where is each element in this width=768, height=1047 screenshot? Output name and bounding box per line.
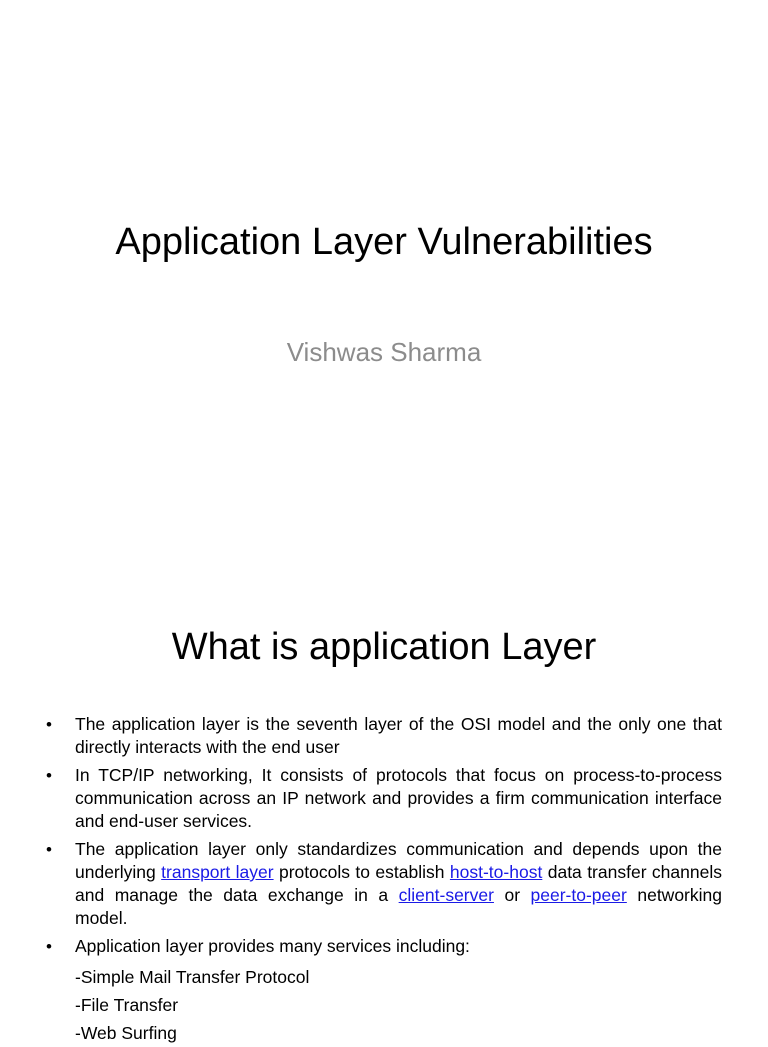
content-slide bbox=[0, 576, 768, 1043]
presentation-title: Application Layer Vulnerabilities bbox=[115, 221, 653, 263]
bullet-item bbox=[46, 935, 722, 958]
link-peer-to-peer[interactable]: peer-to-peer bbox=[530, 885, 627, 905]
text-run: networking model. bbox=[75, 885, 722, 928]
bullet-item bbox=[46, 838, 722, 930]
text-run: data transfer channels and manage the data exchange in a bbox=[75, 862, 722, 905]
service-item: -Simple Mail Transfer Protocol bbox=[75, 967, 310, 987]
bullet-item bbox=[46, 764, 722, 833]
bullet-text bbox=[75, 839, 722, 928]
bullet-marker: • bbox=[46, 840, 52, 859]
presentation-author: Vishwas Sharma bbox=[286, 337, 482, 367]
text-run: or bbox=[493, 885, 531, 905]
bullet-text: The application layer is the seventh layer of the OSI model and the only one that directly interacts with the end user bbox=[75, 714, 722, 757]
bullet-item bbox=[46, 713, 722, 759]
text-run: The application layer only standardizes communication and depends upon the underlying bbox=[75, 839, 722, 882]
link-host-to-host[interactable]: host-to-host bbox=[449, 862, 543, 882]
link-transport-layer[interactable]: transport layer bbox=[161, 862, 274, 882]
bullet-marker: • bbox=[46, 766, 52, 785]
text-run: protocols to establish bbox=[273, 862, 450, 882]
bullet-marker: • bbox=[46, 937, 52, 956]
bullet-list bbox=[46, 713, 722, 1047]
service-item: -Web Surfing bbox=[75, 1023, 177, 1043]
bullet-text: Application layer provides many services including: bbox=[75, 936, 470, 956]
bullet-text: In TCP/IP networking, It consists of protocols that focus on process-to-process communication across an IP network and provides a firm communication interface and end-user services. bbox=[75, 765, 722, 831]
service-item: -File Transfer bbox=[75, 995, 179, 1015]
bullet-marker: • bbox=[46, 715, 52, 734]
link-client-server[interactable]: client-server bbox=[398, 885, 494, 905]
slide-title: What is application Layer bbox=[171, 626, 597, 668]
